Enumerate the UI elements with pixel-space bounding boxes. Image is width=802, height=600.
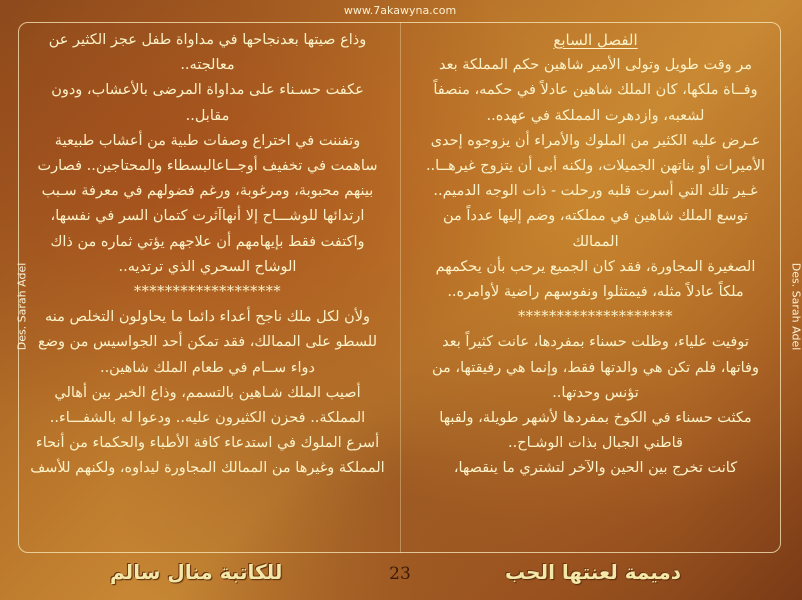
text-line: وذاع صيتها بعدنجاحها في مداواة طفل عجز الكثير عن — [48, 32, 367, 48]
text-line: للسطو على الممالك، فقد تمكن أحد الجواسيس من وضع — [37, 334, 377, 351]
text-line: مكثت حسناء في الكوخ بمفردها لأشهر طويلة، ولقبها — [439, 410, 752, 427]
column-divider — [400, 22, 401, 553]
section-separator: ******************** — [518, 309, 673, 326]
text-line: عـرض عليه الكثير من الملوك والأمراء أن يزوجوه إحدى — [430, 132, 761, 149]
left-text-column — [30, 28, 385, 548]
text-line: عكفت حسـناء على مداواة المرضى بالأعشاب، ودون مقابل.. — [51, 82, 364, 124]
author-name: للكاتبة منال سالم — [110, 560, 283, 584]
text-line: الصغيرة المجاورة، فقد كان الجميع يرحب بأن يحكمهم — [435, 258, 756, 275]
text-line: الوشاح السحري الذي ترتديه.. — [118, 258, 297, 275]
text-line: توسع الملك شاهين في مملكته، وضم إليها عدداً من الممالك — [443, 208, 748, 250]
text-line: واكتفت فقط بإيهامهم أن علاجهم يؤتي ثماره من ذاك — [50, 233, 365, 250]
text-line: المملكة.. فحزن الكثيرون عليه.. ودعوا له بالشفـــاء.. — [49, 410, 366, 427]
text-line: وفاتها، فلم تكن هي والدتها فقط، وإنما هي رفيقتها، من — [432, 359, 759, 376]
chapter-title: الفصل السابع — [553, 31, 638, 49]
text-line: المملكة وغيرها من الممالك المجاورة ليداوه، ولكنهم للأسف — [30, 460, 385, 477]
text-line: ولأن لكل ملك ناجح أعداء دائما ما يحاولون التخلص منه — [44, 309, 371, 326]
text-line: توفيت علياء، وظلت حسناء بمفردها، عانت كثيراً بعد — [442, 334, 749, 351]
text-line: ارتدائها للوشـــاح إلا أنهاآثرت كتمان السر في نفسها، — [50, 208, 365, 225]
section-separator: ******************* — [133, 284, 282, 301]
text-line: الأميرات أو بناتهن الجميلات، ولكنه أبى أن يتزوج غيرهــا.. — [425, 158, 766, 175]
text-line: ملكاً عادلاً مثله، فيمتثلوا ونفوسهم راضية لأوامره.. — [447, 284, 744, 301]
text-line: قاطني الجبال بذات الوشـاح.. — [508, 435, 683, 452]
text-line: بينهم محبوبة، ومرغوبة، ورغم فضولهم في معرفة سـبب — [41, 183, 374, 200]
text-line: مر وقت طويل وتولى الأمير شاهين حكم المملكة بعد — [438, 57, 753, 74]
right-text-column — [418, 28, 773, 548]
text-line: غـير تلك التي أسرت قلبه ورحلت - ذات الوجه الدميم.. — [433, 183, 758, 200]
text-line: ساهمت في تخفيف أوجــاعالبسطاء والمحتاجين.. فصارت — [37, 158, 378, 175]
text-line: لشعبه، وازدهرت المملكة في عهده.. — [486, 107, 705, 124]
text-line: دواء ســام في طعام الملك شاهين.. — [99, 359, 316, 376]
text-line: وتفننت في اختراع وصفات طبية من أعشاب طبيعية — [54, 132, 361, 149]
designer-credit-left: Des. Sarah Adel — [15, 262, 29, 351]
text-line: كانت تخرج بين الحين والآخر لتشتري ما ينقصها، — [453, 460, 738, 477]
text-line: أسرع الملوك في استدعاء كافة الأطباء والحكماء من أنحاء — [35, 435, 380, 452]
text-line: أصيب الملك شـاهين بالتسمم، وذاع الخبر بين أهالي — [54, 384, 361, 401]
text-line: تؤنس وحدتها.. — [552, 384, 639, 401]
site-url[interactable]: www.7akawyna.com — [343, 4, 457, 17]
text-line: معالجته.. — [180, 57, 235, 74]
designer-credit-right: Des. Sarah Adel — [789, 262, 802, 351]
text-line: وفــاة ملكها، كان الملك شاهين عادلاً في حكمه، منصفاً — [433, 82, 758, 99]
page-number: 23 — [389, 564, 411, 584]
book-title: دميمة لعنتها الحب — [505, 560, 682, 584]
